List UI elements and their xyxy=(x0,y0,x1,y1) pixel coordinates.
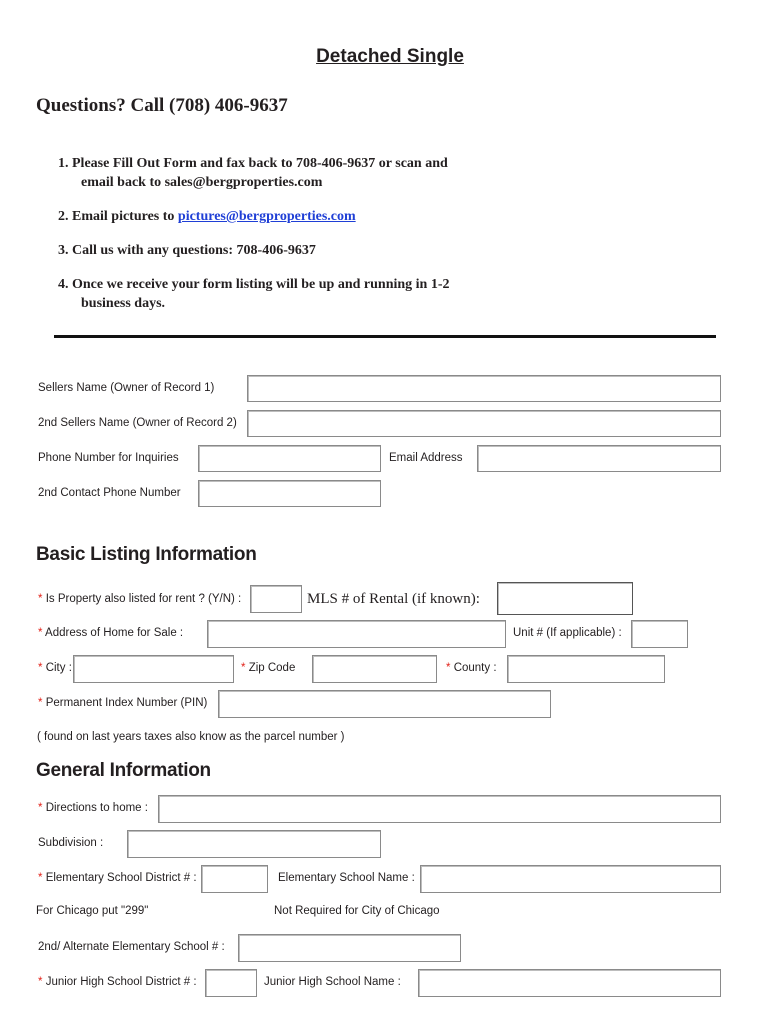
city-label-text: City : xyxy=(45,662,72,674)
page-title: Detached Single xyxy=(316,46,464,67)
city-input[interactable] xyxy=(73,655,234,683)
pin-label-text: Permanent Index Number (PIN) xyxy=(45,697,208,709)
sellers-name-label: Sellers Name (Owner of Record 1) xyxy=(38,382,215,394)
required-marker: * xyxy=(38,662,43,674)
unit-input[interactable] xyxy=(631,620,688,648)
required-marker: * xyxy=(38,976,43,988)
rent-yn-input[interactable] xyxy=(250,585,302,613)
required-marker: * xyxy=(38,593,43,605)
address-label xyxy=(38,627,183,639)
zip-label xyxy=(241,662,295,674)
rent-label xyxy=(38,593,241,605)
elem-name-label: Elementary School Name : xyxy=(278,872,415,884)
subdivision-label: Subdivision : xyxy=(38,837,104,849)
subdivision-input[interactable] xyxy=(127,830,381,858)
jh-district-input[interactable] xyxy=(205,969,257,997)
email-label: Email Address xyxy=(389,452,463,464)
city-label xyxy=(38,662,72,674)
questions-heading: Questions? Call (708) 406-9637 xyxy=(36,95,288,116)
mls-label: MLS # of Rental (if known): xyxy=(307,591,480,607)
elem-district-label-text: Elementary School District # : xyxy=(45,872,197,884)
sellers-name-input[interactable] xyxy=(247,375,721,402)
email-input[interactable] xyxy=(477,445,721,472)
county-label-text: County : xyxy=(453,662,497,674)
pin-note: ( found on last years taxes also know as the parcel number ) xyxy=(37,731,345,743)
divider xyxy=(54,335,716,338)
zip-input[interactable] xyxy=(312,655,437,683)
instruction-3: 3. Call us with any questions: 708-406-9637 xyxy=(58,243,316,258)
elem-district-input[interactable] xyxy=(201,865,268,893)
elem-name-input[interactable] xyxy=(420,865,721,893)
instruction-1-line1: 1. Please Fill Out Form and fax back to 708-406-9637 or scan and xyxy=(58,156,448,171)
address-label-text: Address of Home for Sale : xyxy=(45,627,184,639)
directions-label xyxy=(38,802,148,814)
mls-input[interactable] xyxy=(497,582,633,615)
second-phone-input[interactable] xyxy=(198,480,381,507)
required-marker: * xyxy=(38,802,43,814)
jh-name-label: Junior High School Name : xyxy=(264,976,401,988)
general-info-heading: General Information xyxy=(36,760,211,781)
pin-input[interactable] xyxy=(218,690,551,718)
elem-district-label xyxy=(38,872,197,884)
county-label xyxy=(446,662,497,674)
alt-elem-label: 2nd/ Alternate Elementary School # : xyxy=(38,941,225,953)
unit-label: Unit # (If applicable) : xyxy=(513,627,622,639)
phone-label: Phone Number for Inquiries xyxy=(38,452,179,464)
directions-input[interactable] xyxy=(158,795,721,823)
alt-elem-input[interactable] xyxy=(238,934,461,962)
required-marker: * xyxy=(38,627,43,639)
required-marker: * xyxy=(241,662,246,674)
chicago-note: For Chicago put "299" xyxy=(36,905,149,917)
rent-label-text: Is Property also listed for rent ? (Y/N) : xyxy=(45,593,242,605)
jh-district-label xyxy=(38,976,197,988)
second-phone-label: 2nd Contact Phone Number xyxy=(38,487,181,499)
instruction-1-line2: email back to sales@bergproperties.com xyxy=(81,175,323,190)
not-required-note: Not Required for City of Chicago xyxy=(274,905,440,917)
instruction-2-text: 2. Email pictures to xyxy=(58,209,178,224)
second-sellers-name-input[interactable] xyxy=(247,410,721,437)
jh-district-label-text: Junior High School District # : xyxy=(45,976,197,988)
required-marker: * xyxy=(446,662,451,674)
pin-label xyxy=(38,697,207,709)
required-marker: * xyxy=(38,872,43,884)
address-input[interactable] xyxy=(207,620,506,648)
directions-label-text: Directions to home : xyxy=(45,802,148,814)
basic-listing-heading: Basic Listing Information xyxy=(36,544,257,565)
pictures-email-link[interactable]: pictures@bergproperties.com xyxy=(177,209,356,224)
phone-input[interactable] xyxy=(198,445,381,472)
instruction-2 xyxy=(58,209,356,225)
second-sellers-name-label: 2nd Sellers Name (Owner of Record 2) xyxy=(38,417,237,429)
instruction-4-line2: business days. xyxy=(81,296,166,311)
required-marker: * xyxy=(38,697,43,709)
zip-label-text: Zip Code xyxy=(248,662,296,674)
county-input[interactable] xyxy=(507,655,665,683)
instruction-4-line1: 4. Once we receive your form listing will be up and running in 1-2 xyxy=(58,277,450,292)
jh-name-input[interactable] xyxy=(418,969,721,997)
